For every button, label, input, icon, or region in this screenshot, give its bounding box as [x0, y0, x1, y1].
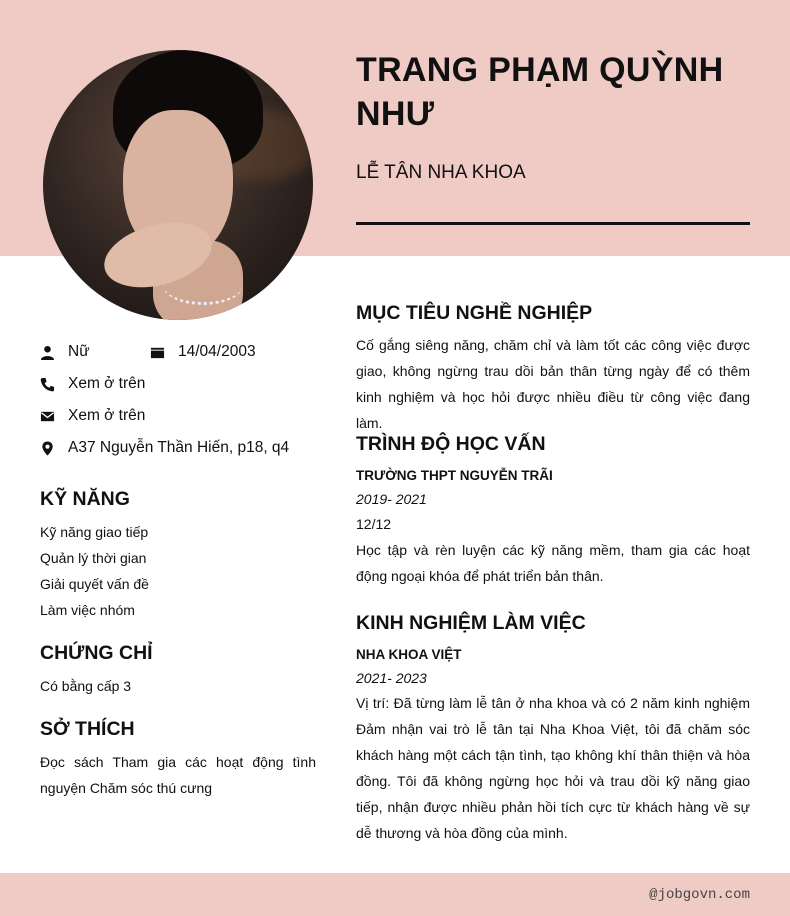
education-period: 2019- 2021 — [356, 491, 427, 507]
calendar-icon — [150, 345, 165, 360]
phone-value: Xem ở trên — [68, 375, 146, 392]
skill-item: Quản lý thời gian — [40, 550, 147, 566]
phone-icon — [40, 377, 55, 392]
experience-description: Vị trí: Đã từng làm lễ tân ở nha khoa và có 2 năm kinh nghiệm Đảm nhận vai trò lễ tân tại Nha Khoa Việt, tôi đã chăm sóc khách hàng một cách tận tình, tạo không khí thân thiện và hòa đồng. Tôi đã không ngừng học hỏi và trau dồi kỹ năng giao tiếp, nhận được nhiều phản hồi tích cực từ khách hàng về sự dễ thương và hòa đồng của mình. — [356, 695, 750, 841]
title-divider — [356, 222, 750, 225]
user-icon — [40, 345, 55, 360]
map-pin-icon — [40, 441, 55, 456]
certificate-item: Có bằng cấp 3 — [40, 678, 132, 694]
dob-row — [150, 343, 256, 361]
education-grade: 12/12 — [356, 516, 392, 532]
job-title: LỄ TÂN NHA KHOA — [356, 162, 526, 183]
email-row — [40, 407, 145, 425]
school-name: TRƯỜNG THPT NGUYỄN TRÃI — [356, 468, 553, 483]
skill-item: Kỹ năng giao tiếp — [40, 524, 149, 540]
email-value: Xem ở trên — [68, 407, 146, 424]
objective-text: Cố gắng siêng năng, chăm chỉ và làm tốt các công việc được giao, không ngừng trau dồi bản thân từng ngày để có thêm kinh nghiệm và học hỏi được nhiều điều từ công việc đang làm. — [356, 337, 750, 431]
address-value: A37 Nguyễn Thần Hiến, p18, q4 — [68, 439, 290, 456]
phone-row — [40, 375, 145, 393]
footer-watermark: @jobgovn.com — [649, 887, 750, 903]
mail-icon — [40, 409, 55, 424]
dob-value: 14/04/2003 — [178, 343, 256, 360]
objective-heading: MỤC TIÊU NGHỀ NGHIỆP — [356, 302, 593, 324]
address-row — [40, 439, 289, 457]
hobbies-text: Đọc sách Tham gia các hoạt động tình nguyện Chăm sóc thú cưng — [40, 754, 316, 796]
experience-heading: KINH NGHIỆM LÀM VIỆC — [356, 612, 586, 634]
certificates-heading: CHỨNG CHỈ — [40, 642, 153, 664]
experience-period: 2021- 2023 — [356, 670, 427, 686]
hobbies-heading: SỞ THÍCH — [40, 718, 135, 740]
profile-photo — [43, 50, 313, 320]
skill-item: Giải quyết vấn đề — [40, 576, 149, 592]
education-heading: TRÌNH ĐỘ HỌC VẤN — [356, 433, 546, 455]
candidate-name: TRANG PHẠM QUỲNH NHƯ — [356, 51, 724, 133]
skill-item: Làm việc nhóm — [40, 602, 135, 618]
gender-row — [40, 343, 90, 361]
education-description: Học tập và rèn luyện các kỹ năng mềm, tham gia các hoạt động ngoại khóa để phát triển bản thân. — [356, 542, 750, 584]
skills-heading: KỸ NĂNG — [40, 488, 130, 510]
company-name: NHA KHOA VIỆT — [356, 647, 462, 662]
gender-value: Nữ — [68, 343, 90, 360]
